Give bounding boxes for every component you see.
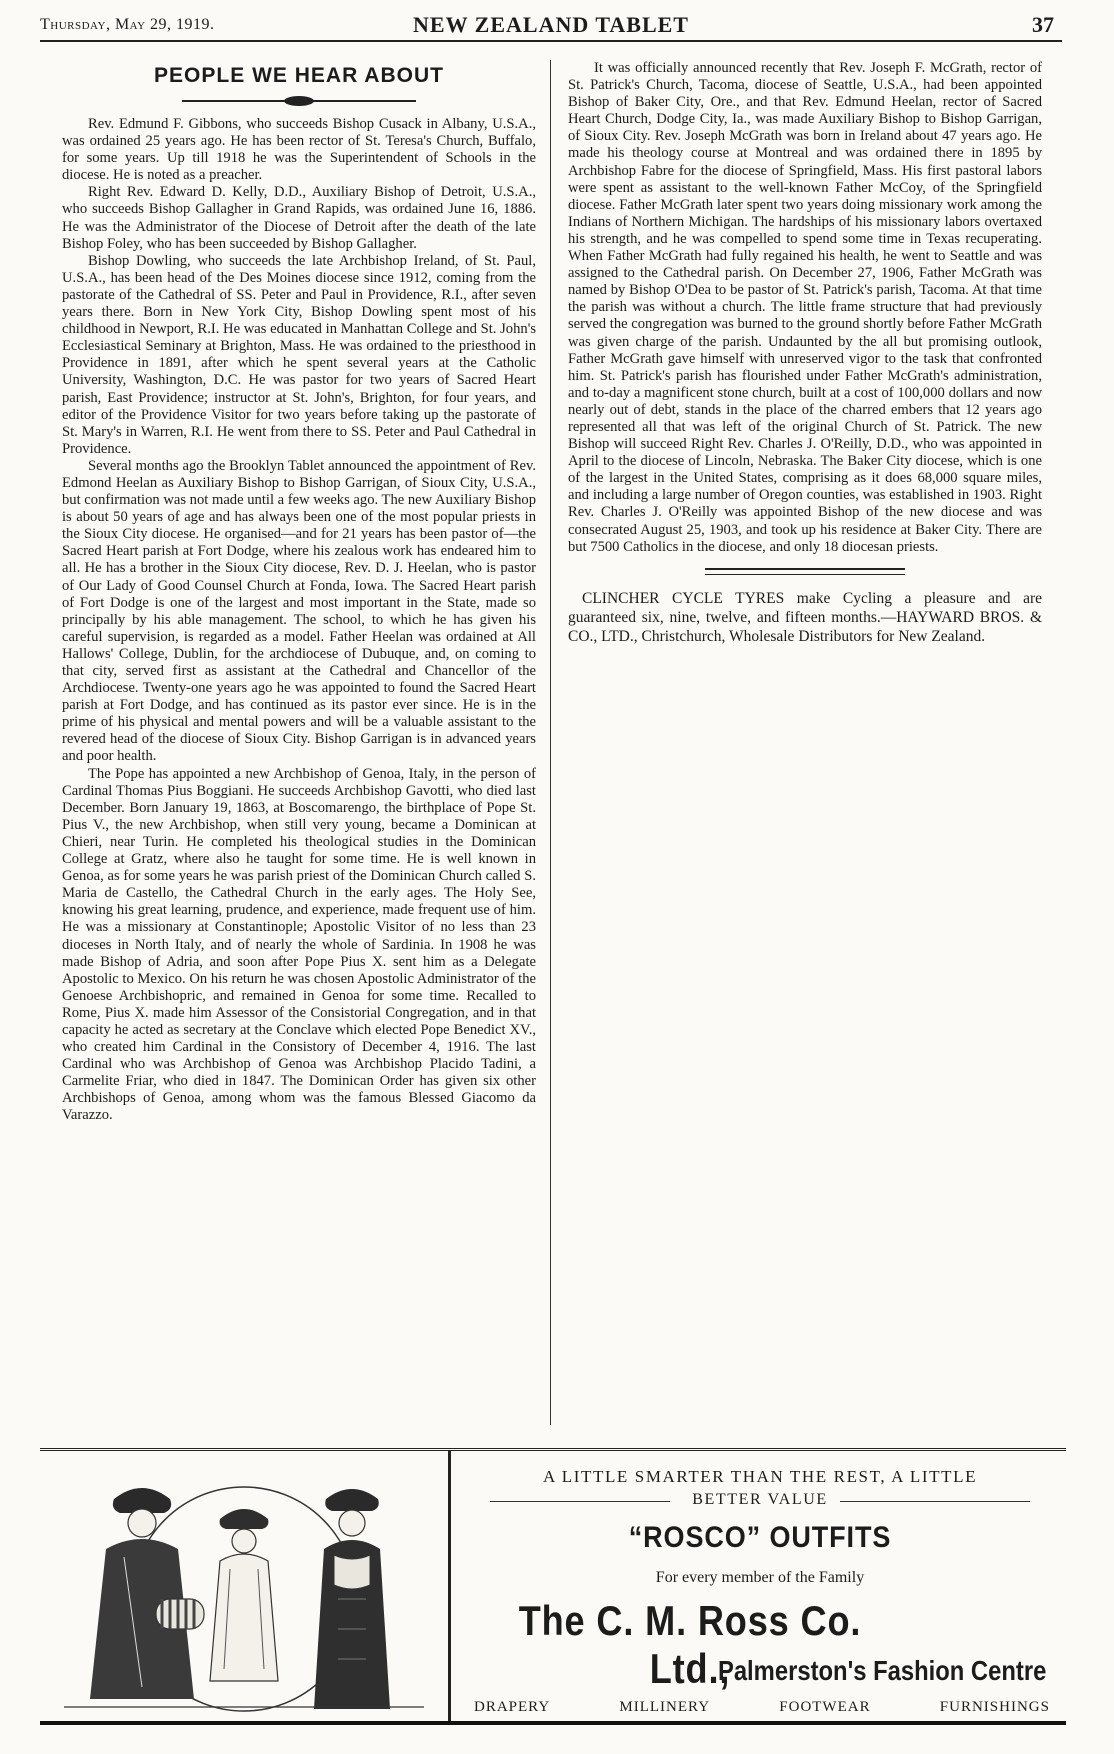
article-paragraph: Right Rev. Edward D. Kelly, D.D., Auxiliary Bishop of Detroit, U.S.A., who succeeds Bishop Gallagher in Grand Rapids, was ordained June 16, 1886. He was the Administrator of the Diocese of Detroit after the death of the late Bishop Foley, who has been succeeded by Bishop Gallagher. bbox=[62, 184, 536, 252]
department-footwear: FOOTWEAR bbox=[779, 1699, 871, 1715]
advert-company-name: The C. M. Ross Co. Ltd., bbox=[518, 1597, 862, 1692]
section-separator bbox=[705, 568, 905, 575]
page-header bbox=[40, 8, 1062, 42]
department-millinery: MILLINERY bbox=[619, 1699, 711, 1715]
advert-departments bbox=[474, 1699, 1050, 1716]
article-paragraph: Bishop Dowling, who succeeds the late Archbishop Ireland, of St. Paul, U.S.A., has been head of the Des Moines diocese since 1912, coming from the pastorate of the Cathedral of SS. Peter and Paul in Providence, R.I., after seven years there. Born in New York City, Bishop Dowling spent most of his childhood in Newport, R.I. He was educated in Manhattan College and St. John's Ecclesiastical Seminary at Brighton, Mass. He was ordained to the priesthood in Providence in 1891, after which he spent several years at the Catholic University, Washington, D.C. He was pastor for two years of Sacred Heart parish, East Providence; instructor at St. John's, Brighton, for four years, and editor of the Providence Visitor for two years before taking up the pastorate of St. Mary's in Warren, R.I. He went from there to SS. Peter and Paul Cathedral in Providence. bbox=[62, 252, 536, 457]
masthead-title: NEW ZEALAND TABLET bbox=[413, 12, 689, 37]
fashion-illustration bbox=[44, 1459, 442, 1717]
issue-date: Thursday, May 29, 1919. bbox=[40, 16, 215, 33]
woman-figure-middle bbox=[210, 1509, 278, 1681]
advert-copy bbox=[460, 1451, 1060, 1721]
article-paragraph-continued: The Pope has appointed a new Archbishop of Genoa, Italy, in the person of Cardinal Thomas Pius Boggiani. He succeeds Archbishop Gavotti, who died last December. Born January 19, 1863, at Boscomarengo, the birthplace of Pope St. Pius V., the new Archbishop, when still very young, became a Dominican at Chieri, near Turin. He completed his theological studies in the Dominican College at Gratz, where also he taught for some time. He is well known in Genoa, as for some years he was parish priest of the Dominican Church called S. Maria de Castello, the Cathedral Church in the early ages. The Holy See, knowing his great learning, prudence, and experience, made frequent use of him. He was a missionary at Constantinople; Apostolic Visitor of no less than 23 dioceses in North Italy, and of nearly the whole of Sardinia. In 1908 he was made Bishop of Adria, and soon after Pope Pius X. sent him as a Delegate Apostolic to Mexico. On his return he was chosen Apostolic Administrator of the Genoese Archbishopric, and remained in Genoa for some time. Recalled to Rome, Pius X. made him Assessor of the Consistorial Congregation, and in that capacity he acted as secretary at the Conclave which elected Pope Benedict XV., who created him Cardinal in the Consistory of December 4, 1916. The last Cardinal who was Archbishop of Genoa was Archbishop Placido Tadini, a Carmelite Friar, who died in 1847. The Dominican Order has given six other Archbishops of Genoa, among whom was the famous Blessed Giacomo da Varazzo. bbox=[62, 765, 536, 1124]
department-drapery: DRAPERY bbox=[474, 1699, 551, 1715]
advert-tagline-value: BETTER VALUE bbox=[692, 1491, 828, 1508]
advert-divider bbox=[448, 1451, 451, 1721]
column-divider bbox=[550, 60, 551, 1425]
article-heading: PEOPLE WE HEAR ABOUT bbox=[154, 64, 444, 87]
woman-figure-left bbox=[90, 1488, 204, 1699]
article-paragraph: Several months ago the Brooklyn Tablet announced the appointment of Rev. Edmond Heelan as Auxiliary Bishop to Bishop Garrigan, of Sioux City, U.S.A., but confirmation was not made until a few weeks ago. The new Auxiliary Bishop is about 50 years of age and has always been one of the most popular priests in the Sioux City diocese. He organised—and for 21 years has been pastor of—the Sacred Heart parish at Fort Dodge, where his zealous work has endeared him to all. He has a brother in the Sioux City diocese, Rev. D. J. Heelan, who is pastor of Our Lady of Good Counsel Church at Fonda, Iowa. The Sacred Heart parish of Fort Dodge is one of the largest and most important in the State, made so principally by his able management. The school, to which he has given his careful supervision, is regarded as a model. Father Heelan was ordained at All Hallows' College, Dublin, for the archdiocese of Dubuque, and, on coming to that city, served first as assistant at the Cathedral and Chancellor of the Archdiocese. Twenty-one years ago he was appointed to found the Sacred Heart parish at Fort Dodge, and has continued as its pastor ever since. He is in the prime of his physical and mental powers and will be a valuable assistant to the revered head of the diocese of Sioux City. Bishop Garrigan is in advanced years and poor health. bbox=[62, 457, 536, 765]
advert-product-name: “ROSCO” OUTFITS bbox=[628, 1521, 892, 1554]
left-column bbox=[62, 60, 536, 1125]
ross-co-advertisement bbox=[40, 1448, 1066, 1725]
department-furnishings: FURNISHINGS bbox=[939, 1699, 1050, 1715]
article-paragraph: It was officially announced recently that Rev. Joseph F. McGrath, rector of St. Patrick's Church, Tacoma, diocese of Seattle, U.S.A., had been appointed Bishop of Baker City, Ore., and that Rev. Edmund Heelan, rector of Sacred Heart Church, Dodge City, Ia., was made Auxiliary Bishop to Bishop Garrigan, of Sioux City. Rev. Joseph McGrath was born in Ireland about 47 years ago. He made his theology course at Montreal and was ordained there in 1895 by Archbishop Fabre for the diocese of Springfield, Mass. His first pastoral labors were spent as assistant to the well-known Father McCoy, of the Springfield diocese. Father McGrath later spent two years doing missionary work among the Indians of Northern Michigan. The hardships of his missionary labors overtaxed his strength, and he was compelled to spend some time in Texas recuperating. When Father McGrath had fully regained his health, he went to Seattle and was assigned to the Cathedral parish. On December 27, 1906, Father McGrath was named by Bishop O'Dea to be pastor of St. Patrick's parish, Tacoma. At that time the parish was without a church. The little frame structure that had previously served the congregation was burned to the ground shortly before Father McGrath was given charge of the parish. Undaunted by the all but promising outlook, Father McGrath gave himself with unreserved vigor to the task that confronted him. St. Patrick's parish has flourished under Father McGrath's administration, and to-day a magnificent stone church, built at a cost of 100,000 dollars and now nearly out of debt, stands in the place of the charred embers that 12 years ago represented all that was left of the original Church of St. Patrick. The new Bishop will succeed Right Rev. Charles J. O'Reilly, D.D., who was appointed in April to the diocese of Lincoln, Nebraska. The Baker City diocese, which is one of the largest in the United States, comprising as it does 68,000 square miles, and including a large number of Oregon counties, was established in 1903. Right Rev. Charles J. O'Reilly was appointed Bishop of the new diocese and was consecrated August 25, 1903, and took up his residence at Baker City. There are but 7500 Catholics in the diocese, and only 18 diocesan priests. bbox=[568, 60, 1042, 555]
advert-subline: For every member of the Family bbox=[655, 1569, 865, 1586]
page-number: 37 bbox=[1032, 12, 1054, 37]
article-paragraph: Rev. Edmund F. Gibbons, who succeeds Bishop Cusack in Albany, U.S.A., was ordained 25 years ago. He has been rector of St. Teresa's Church, Buffalo, for some years. Up till 1918 he was the Superintendent of Schools in the diocese. He is noted as a preacher. bbox=[62, 116, 536, 184]
advert-fashion-centre: Palmerston's Fashion Centre bbox=[717, 1655, 1046, 1686]
heading-ornament-rule bbox=[62, 96, 536, 106]
advert-tagline: A LITTLE SMARTER THAN THE REST, A LITTLE bbox=[542, 1467, 978, 1486]
tagline-rule-right bbox=[840, 1501, 1030, 1502]
cycle-tyres-notice: CLINCHER CYCLE TYRES make Cycling a pleasure and are guaranteed six, nine, twelve, and fifteen months.—HAYWARD BROS. & CO., LTD., Christchurch, Wholesale Distributors for New Zealand. bbox=[568, 589, 1042, 645]
right-column bbox=[568, 60, 1042, 646]
